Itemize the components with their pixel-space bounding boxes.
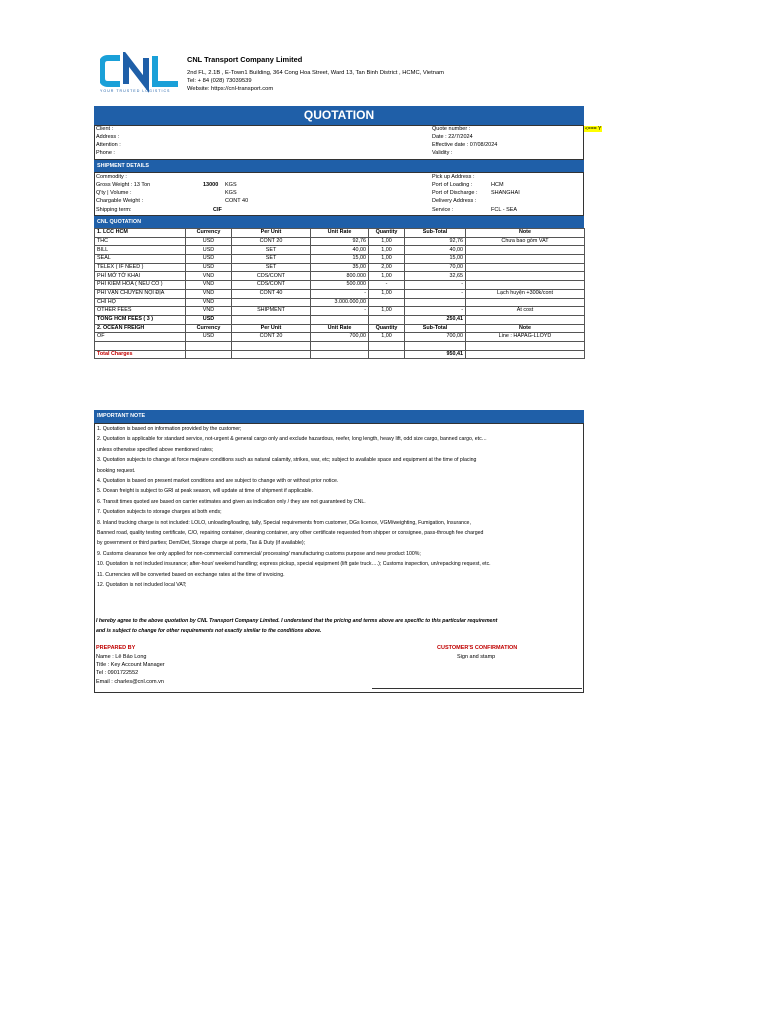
table-cell: USD — [186, 315, 232, 324]
gross-weight-unit: KGS — [225, 182, 237, 188]
table-cell: THC — [95, 237, 186, 246]
table-cell — [311, 341, 369, 350]
table-cell: - — [405, 307, 466, 316]
table-cell — [95, 341, 186, 350]
prepared-title: Title : Key Account Manager — [96, 662, 165, 668]
table-cell: CONT 40 — [232, 289, 311, 298]
company-address: 2nd FL, 2.1B , E-Town1 Building, 364 Cong Hoa Street, Ward 13, Tan Binh District , HCMC, Vietnam — [187, 70, 445, 76]
shipping-term-value: CIF — [213, 207, 222, 213]
table-cell — [466, 246, 585, 255]
effective-date: Effective date : 07/08/2024 — [432, 142, 498, 148]
table-cell: OF — [95, 333, 186, 342]
company-name: CNL Transport Company Limited — [187, 55, 303, 64]
table-cell: 70,00 — [405, 263, 466, 272]
table-cell: 1,00 — [369, 255, 405, 264]
table-cell: 250,41 — [405, 315, 466, 324]
signature-line — [372, 688, 582, 689]
table-cell: TỔNG HCM FEES ( 3 ) — [95, 315, 186, 324]
table-cell — [466, 263, 585, 272]
company-logo — [100, 52, 182, 96]
table-cell — [232, 298, 311, 307]
commodity-label: Commodity : — [96, 174, 127, 180]
table-cell: Sub-Total — [405, 324, 466, 333]
logo-tagline: YOUR TRUSTED LOGISTICS — [100, 89, 171, 93]
table-cell: Currency — [186, 229, 232, 238]
quote-date: Date : 22/7/2024 — [432, 134, 473, 140]
note-line: 1. Quotation is based on information provided by the customer; — [97, 426, 242, 432]
table-cell: 1,00 — [369, 246, 405, 255]
phone-label: Phone : — [96, 150, 115, 156]
note-line: 2. Quotation is applicable for standard service, not-urgent & general cargo only and exclude hazardous, reefer, long length, heavy lift, odd size cargo, banned cargo, etc… — [97, 436, 487, 443]
note-line: 8. Inland trucking charge is not included: LOLO, unloading/loading, tally, Special requirements from customer, DGs licence, VGM/weighting, Fumigation, Insurance, — [97, 519, 471, 526]
table-cell: BILL — [95, 246, 186, 255]
table-cell: 1,00 — [369, 289, 405, 298]
service-label: Service : — [432, 207, 454, 213]
table-cell — [466, 255, 585, 264]
table-cell — [232, 341, 311, 350]
note-line: 4. Quotation is based on present market conditions and are subject to change with or without prior notice. — [97, 478, 339, 484]
table-cell: PHÍ VẬN CHUYỂN NỘI ĐỊA — [95, 289, 186, 298]
section-cnl-quotation: CNL QUOTATION — [94, 216, 584, 228]
table-cell: 500.000 — [311, 281, 369, 290]
quote-number: Quote number : — [432, 126, 471, 132]
table-row — [95, 341, 585, 350]
table-cell: 700,00 — [311, 333, 369, 342]
table-cell: CONT 20 — [232, 333, 311, 342]
table-cell: USD — [186, 333, 232, 342]
table-cell — [311, 350, 369, 359]
table-cell: 1,00 — [369, 307, 405, 316]
note-line: 6. Transit times quoted are based on carrier estimates and given as indication only / they are not guaranteed by CNL. — [97, 498, 366, 505]
table-cell: VND — [186, 272, 232, 281]
notes-box — [94, 423, 584, 693]
table-cell: VND — [186, 298, 232, 307]
table-cell: SET — [232, 255, 311, 264]
pickup-label: Pick up Address : — [432, 174, 475, 180]
table-row — [95, 315, 585, 324]
note-line: booking request. — [97, 467, 136, 474]
agreement-line-2: and is subject to change for other requirements not exactly similar to the conditions above. — [96, 628, 322, 634]
table-cell: 2. OCEAN FREIGH — [95, 324, 186, 333]
table-cell — [466, 350, 585, 359]
note-line: 9. Customs clearance fee only applied for non-commercial/ commercial/ processing/ manufacturing customs purpose and new product 100%; — [97, 550, 421, 557]
note-line: 10. Quotation is not included insurance; after-hour/ weekend handling; express pickup, special equipment (lift gate truck….); Customs inspection, un/repacking request, etc. — [97, 561, 491, 568]
table-cell: At cost — [466, 307, 585, 316]
table-cell: Quantity — [369, 324, 405, 333]
table-cell: Unit Rate — [311, 324, 369, 333]
table-cell: VND — [186, 281, 232, 290]
table-cell: USD — [186, 255, 232, 264]
table-row — [95, 237, 585, 246]
table-cell: VND — [186, 307, 232, 316]
table-cell: USD — [186, 246, 232, 255]
table-row — [95, 350, 585, 359]
company-tel: Tel: + 84 (028) 73039539 — [187, 78, 252, 84]
qty-label: Q'ty | Volume : — [96, 190, 132, 196]
table-cell: 15,00 — [311, 255, 369, 264]
table-row — [95, 272, 585, 281]
table-cell: 35,00 — [311, 263, 369, 272]
pod-label: Port of Discharge : — [432, 190, 478, 196]
table-cell: 800.000 — [311, 272, 369, 281]
table-cell: 15,00 — [405, 255, 466, 264]
table-cell: Quantity — [369, 229, 405, 238]
table-cell: 1. LCC HCM — [95, 229, 186, 238]
note-line: 12. Quotation is not included local VAT; — [97, 582, 187, 588]
table-cell: SHIPMENT — [232, 307, 311, 316]
table-cell: CHI HỘ — [95, 298, 186, 307]
validity: Validity : — [432, 150, 453, 156]
table-cell: - — [369, 281, 405, 290]
table-cell — [466, 298, 585, 307]
table-cell — [232, 350, 311, 359]
table-cell — [405, 298, 466, 307]
table-cell: VND — [186, 289, 232, 298]
table-cell: 2,00 — [369, 263, 405, 272]
table-cell: SET — [232, 246, 311, 255]
pol-value: HCM — [491, 182, 504, 188]
table-row — [95, 246, 585, 255]
table-cell: 1,00 — [369, 272, 405, 281]
chargeable-value: CONT 40 — [225, 198, 249, 204]
pol-label: Port of Loading : — [432, 182, 473, 188]
table-cell — [466, 315, 585, 324]
table-cell: 1,00 — [369, 237, 405, 246]
page-title: QUOTATION — [94, 106, 584, 125]
table-cell: PHÍ MỞ TỜ KHAI — [95, 272, 186, 281]
table-cell: 40,00 — [311, 246, 369, 255]
table-cell — [466, 272, 585, 281]
quotation-table — [94, 228, 585, 359]
note-line: unless otherwise specified above mentioned rates; — [97, 446, 214, 453]
table-row — [95, 255, 585, 264]
prepared-by-heading: PREPARED BY — [96, 645, 136, 651]
table-cell: SET — [232, 263, 311, 272]
chargeable-label: Chargable Weight : — [96, 198, 143, 204]
prepared-email: Email : charles@cnl.com.vn — [96, 679, 164, 685]
company-website: Website: https://cnl-transport.com — [187, 86, 274, 92]
note-line: by government or third parties; Dem/Det, Storage charge at ports, Tax & Duty (if available); — [97, 540, 306, 547]
table-cell: Note — [466, 324, 585, 333]
table-cell: - — [311, 307, 369, 316]
table-cell: USD — [186, 263, 232, 272]
note-line: Banned road, quality testing certificate, C/O, repairing container, cleaning container, any other certificate requested from shipper or consignee, pass-through fee charged — [97, 530, 484, 536]
table-cell — [369, 315, 405, 324]
table-cell: Currency — [186, 324, 232, 333]
delivery-label: Delivery Address : — [432, 198, 477, 204]
table-cell: Unit Rate — [311, 229, 369, 238]
table-cell: - — [405, 289, 466, 298]
table-cell — [466, 281, 585, 290]
table-cell — [186, 341, 232, 350]
table-cell: USD — [186, 237, 232, 246]
address-label: Address : — [96, 134, 120, 140]
pod-value: SHANGHAI — [491, 190, 520, 196]
table-row — [95, 298, 585, 307]
table-cell: Total Charges — [95, 350, 186, 359]
table-cell: Sub-Total — [405, 229, 466, 238]
table-cell: 92,76 — [311, 237, 369, 246]
table-cell: Chưa bao gồm VAT — [466, 237, 585, 246]
table-cell: CDS/CONT — [232, 281, 311, 290]
table-header-row — [95, 324, 585, 333]
highlight-flag: <=== Y — [585, 126, 602, 132]
table-cell: 950,41 — [405, 350, 466, 359]
table-cell: 3.000.000,00 — [311, 298, 369, 307]
confirmation-heading: CUSTOMER'S CONFIRMATION — [437, 645, 518, 651]
table-cell: 700,00 — [405, 333, 466, 342]
note-line: 5. Ocean freight is subject to GRI at peak season, will update at time of shipment if applicable. — [97, 488, 313, 495]
table-cell — [232, 315, 311, 324]
confirmation-sub: Sign and stamp — [457, 654, 496, 660]
table-header-row — [95, 229, 585, 238]
table-cell: OTHER FEES — [95, 307, 186, 316]
note-line: 11. Currencies will be converted based on exchange rates at the time of invoicing. — [97, 571, 285, 578]
table-cell: Per Unit — [232, 324, 311, 333]
table-cell: 40,00 — [405, 246, 466, 255]
gross-weight-label: Gross Weight : 13 Ton — [96, 182, 151, 188]
table-cell: - — [405, 281, 466, 290]
table-cell: 92,76 — [405, 237, 466, 246]
table-cell: CONT 20 — [232, 237, 311, 246]
table-cell: Per Unit — [232, 229, 311, 238]
table-cell: CDS/CONT — [232, 272, 311, 281]
shipping-term-label: Shipping term: — [96, 207, 132, 213]
prepared-name: Name : Lê Bảo Long — [96, 654, 147, 660]
table-cell — [186, 350, 232, 359]
service-value: FCL - SEA — [491, 207, 518, 213]
table-row — [95, 281, 585, 290]
table-cell — [369, 298, 405, 307]
gross-weight-value: 13000 — [203, 182, 219, 188]
table-row — [95, 333, 585, 342]
table-cell — [311, 315, 369, 324]
client-label: Client : — [96, 126, 114, 132]
agreement-line-1: I hereby agree to the above quotation by CNL Transport Company Limited. I understand that the pricing and terms above are specific to this particular requirement — [96, 618, 498, 624]
table-cell: SEAL — [95, 255, 186, 264]
table-cell: Note — [466, 229, 585, 238]
qty-unit: KGS — [225, 190, 237, 196]
table-cell: - — [311, 289, 369, 298]
table-cell — [369, 341, 405, 350]
note-line: 7. Quotation subjects to storage charges at both ends; — [97, 509, 222, 516]
table-cell: Line : HAPAG-LLOYD — [466, 333, 585, 342]
table-cell: 32,65 — [405, 272, 466, 281]
table-cell: Lạch huyện +300k/cont — [466, 289, 585, 298]
table-cell: TELEX ( IF NEED ) — [95, 263, 186, 272]
section-shipment-details: SHIPMENT DETAILS — [94, 160, 584, 172]
note-line: 3. Quotation subjects to change at force majeure conditions such as natural calamity, strikes, war, etc; subject to available space and equipment at the time of placing — [97, 457, 477, 464]
prepared-tel: Tel : 0901722552 — [96, 670, 139, 676]
table-row — [95, 289, 585, 298]
attention-label: Attention : — [96, 142, 121, 148]
table-cell: 1,00 — [369, 333, 405, 342]
table-cell — [369, 350, 405, 359]
table-cell — [405, 341, 466, 350]
section-important-note: IMPORTANT NOTE — [94, 410, 584, 423]
table-cell — [466, 341, 585, 350]
table-row — [95, 263, 585, 272]
table-row — [95, 307, 585, 316]
table-cell: PHÍ KIỂM HÓA ( NẾU CÓ ) — [95, 281, 186, 290]
client-info-box — [94, 125, 584, 160]
